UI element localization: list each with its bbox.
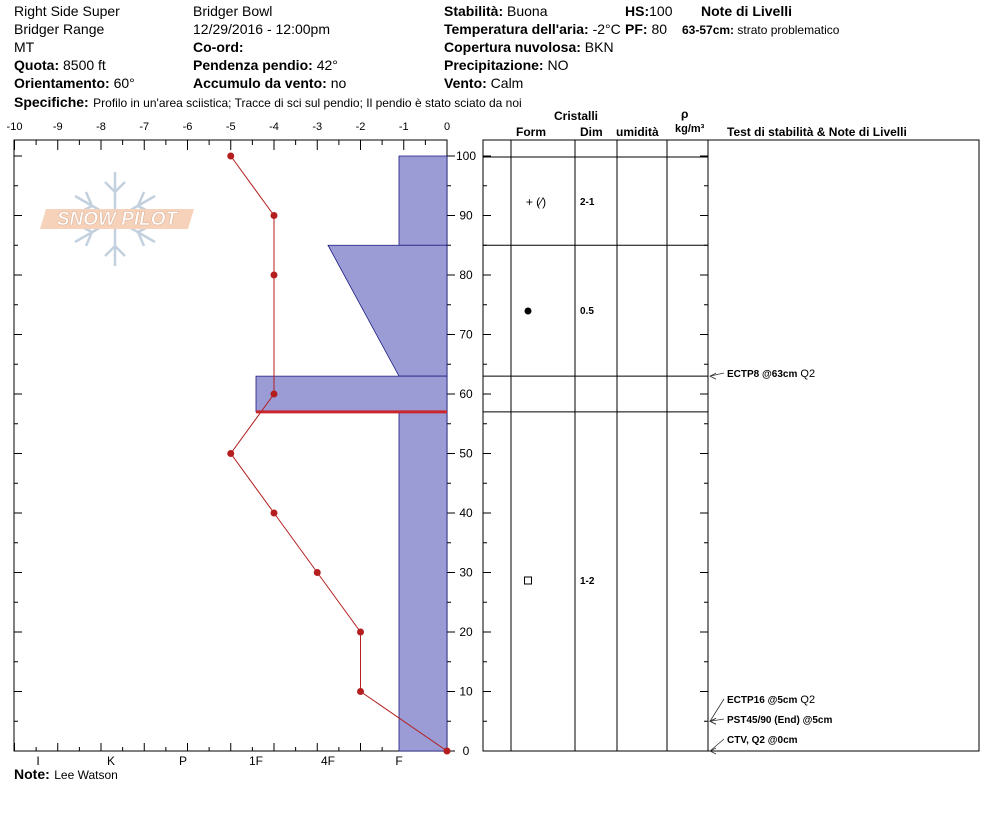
cloud-label: Copertura nuvolosa: <box>444 39 581 55</box>
hardness-label: 1F <box>248 754 264 768</box>
wind-loading-value: no <box>330 75 347 91</box>
snow-pilot-logo <box>40 172 194 266</box>
temp-tick-label: -3 <box>312 121 323 133</box>
precip-label: Precipitazione: <box>444 57 544 73</box>
slope-label: Pendenza pendio: <box>193 57 313 73</box>
test-leader-line <box>710 373 724 376</box>
elevation-label: Quota: <box>14 57 60 73</box>
datetime: 12/29/2016 - 12:00pm <box>193 21 330 37</box>
layer-notes-title: Note di Livelli <box>701 3 793 19</box>
temp-tick-label: -5 <box>225 121 236 133</box>
aspect-label: Orientamento: <box>14 75 110 91</box>
stability-test-label: CTV, Q2 @0cm <box>727 735 798 746</box>
cloud-value: BKN <box>584 39 614 55</box>
specifics-label: Specifiche: <box>14 94 89 110</box>
table-frame <box>483 140 979 751</box>
temperature-point <box>357 688 364 695</box>
temp-tick-label: -9 <box>52 121 63 133</box>
temperature-point <box>357 629 364 636</box>
temperature-point <box>271 272 278 279</box>
specifics-value: Profilo in un'area sciistica; Tracce di sci sul pendio; Il pendio è stato sciato da noi <box>93 96 522 110</box>
pf-label: PF: <box>625 21 648 37</box>
temp-tick-label: -10 <box>6 121 23 133</box>
temp-tick-label: -2 <box>355 121 366 133</box>
temp-tick-label: -4 <box>269 121 279 133</box>
depth-tick-label: 60 <box>459 387 473 401</box>
location: Right Side Super <box>14 3 120 19</box>
stability-test-label: ECTP16 @5cm Q2 <box>727 694 816 706</box>
temperature-point <box>227 153 234 160</box>
size-header: Dim <box>580 125 603 139</box>
hardness-layers <box>256 156 447 751</box>
depth-tick-label: 10 <box>459 684 473 699</box>
stability-tests <box>710 368 832 754</box>
depth-tick-label: 80 <box>459 268 473 282</box>
hardness-layer <box>399 412 447 751</box>
note-label: Note: <box>14 766 50 782</box>
precip-value: NO <box>547 57 569 73</box>
stability-label: Stabilità: <box>444 3 504 19</box>
grain-form-faceted-icon <box>525 577 532 584</box>
grain-size-label: 1-2 <box>580 576 595 587</box>
temperature-point <box>271 391 278 398</box>
crystals-header: Cristalli <box>554 109 599 123</box>
layer-table <box>483 140 708 751</box>
aspect-value: 60° <box>113 75 135 91</box>
layer-note-range: 63-57cm: <box>682 23 735 37</box>
grain-form-rounded-icon <box>525 308 532 315</box>
depth-tick-label: 50 <box>459 446 473 461</box>
moisture-header: umidità <box>616 125 659 139</box>
temp-tick-label: -1 <box>398 121 409 133</box>
state: MT <box>14 39 35 55</box>
depth-tick-label: 0 <box>462 744 470 758</box>
hardness-label: I <box>36 754 40 768</box>
note-value: Lee Watson <box>54 768 118 782</box>
temperature-point <box>444 748 451 755</box>
grain-size-label: 2-1 <box>580 197 595 208</box>
hardness-layer <box>328 245 447 376</box>
hardness-label: K <box>106 754 116 768</box>
area: Bridger Bowl <box>193 3 273 19</box>
depth-tick-label: 20 <box>459 625 473 639</box>
layer-note-text: strato problematico <box>737 23 840 37</box>
temp-tick-label: -7 <box>139 121 150 133</box>
depth-tick-label: 100 <box>455 149 477 163</box>
temperature-point <box>271 212 278 219</box>
stability-test-label: ECTP8 @63cm Q2 <box>727 368 816 380</box>
depth-tick-label: 30 <box>459 565 473 580</box>
coords-label: Co-ord: <box>193 39 244 55</box>
logo-text: SNOW PILOT <box>56 209 178 230</box>
air-temp-value: -2°C <box>592 21 621 37</box>
wind-loading-label: Accumulo da vento: <box>193 75 327 91</box>
test-leader-line <box>710 739 724 751</box>
pf-value: 80 <box>651 21 668 37</box>
wind-value: Calm <box>490 75 524 91</box>
temperature-point <box>271 510 278 517</box>
depth-tick-label: 70 <box>459 327 473 342</box>
slope-value: 42° <box>316 57 338 73</box>
hs-value: 100 <box>649 3 673 19</box>
temp-tick-label: -8 <box>96 121 106 133</box>
tests-header: Test di stabilità & Note di Livelli <box>727 125 907 139</box>
wind-label: Vento: <box>444 75 487 91</box>
temperature-point <box>314 569 321 576</box>
density-symbol: ρ <box>681 107 689 121</box>
temp-tick-label: 0 <box>443 121 451 133</box>
temp-tick-label: -6 <box>182 121 193 133</box>
depth-tick-label: 40 <box>459 506 473 520</box>
hardness-label: 4F <box>320 754 336 768</box>
hardness-label: P <box>178 754 188 768</box>
profile-frame <box>14 140 447 751</box>
stability-test-label: PST45/90 (End) @5cm <box>727 715 833 726</box>
elevation-value: 8500 ft <box>63 57 106 73</box>
grain-form-label: + (⁄) <box>525 195 547 209</box>
test-leader-line <box>710 699 724 721</box>
air-temp-label: Temperatura dell'aria: <box>444 21 589 37</box>
density-unit: kg/m³ <box>675 123 705 135</box>
depth-tick-label: 90 <box>459 208 473 223</box>
hardness-layer <box>256 376 447 412</box>
hardness-label: F <box>395 754 403 768</box>
stability-value: Buona <box>507 3 548 19</box>
hs-label: HS: <box>625 3 650 19</box>
hardness-layer <box>399 156 447 245</box>
form-header: Form <box>516 125 546 139</box>
range: Bridger Range <box>14 21 105 37</box>
grain-size-label: 0.5 <box>580 306 594 317</box>
temperature-point <box>227 450 234 457</box>
